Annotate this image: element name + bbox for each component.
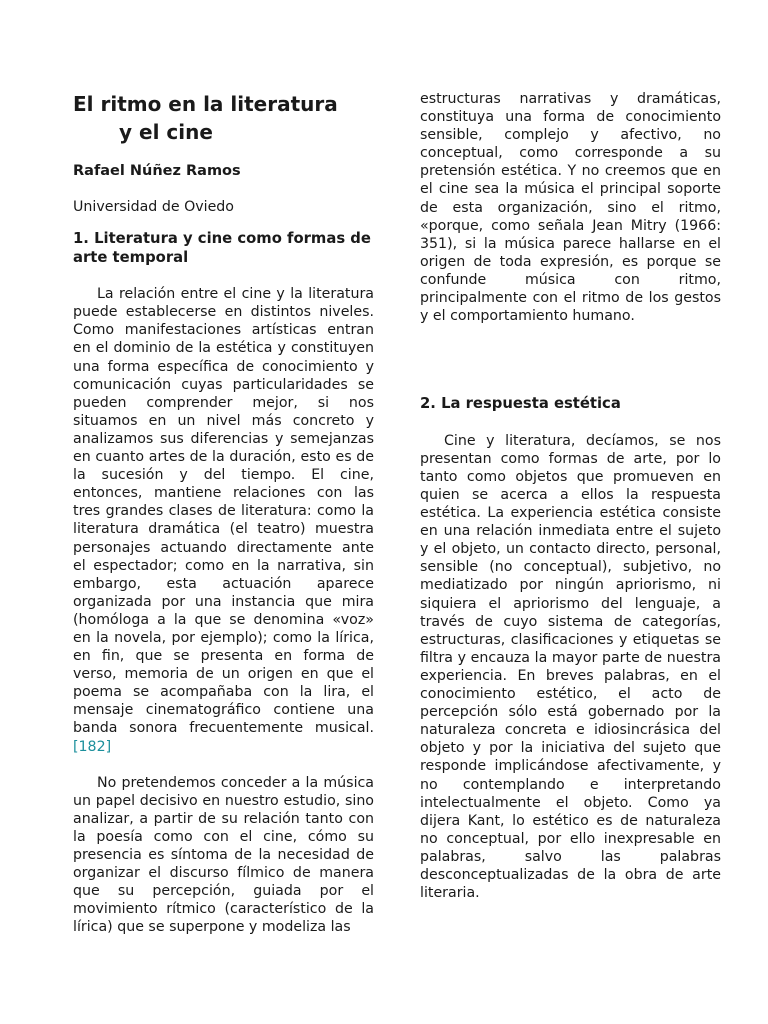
section-1-paragraph-2-continued: estructuras narrativas y dramáticas, constituya una forma de conocimiento sensible, complejo y afectivo, no conceptual, como corresponde a su pretensión estética. Y no creemos que en el cine sea la música el principal soporte de esta organización, sino el ritmo, «porque, como señala Jean Mitry (1966: 351), si la música parece hallarse en el origen de toda expresión, es porque se confunde música con ritmo, principalmente con el ritmo de los gestos y el comportamiento humano. <box>420 91 721 325</box>
section-2-heading: 2. La respuesta estética <box>420 395 621 413</box>
section-2-paragraph-1: Cine y literatura, decíamos, se nos presentan como formas de arte, por lo tanto como objetos que promueven en quien se acerca a ellos la respuesta estética. La experiencia estética consiste en una relación inmediata entre el sujeto y el objeto, un contacto directo, personal, sensible (no conceptual), subjetivo, no mediatizado por ningún apriorismo, ni siquiera el apriorismo del lenguaje, a través de cuyo sistema de categorías, estructuras, clasificaciones y etiquetas se filtra y encauza la mayor parte de nuestra experiencia. En breves palabras, en el conocimiento estético, el acto de percepción sólo está gobernado por la naturaleza concreta e idiosincrásica del objeto y por la iniciativa del sujeto que responde implicándose afectivamente, y no contemplando e interpretando intelectualmente el objeto. Como ya dijera Kant, lo estético es de naturaleza no conceptual, por ello inexpresable en palabras, salvo las palabras desconceptualizadas de la obra de arte literaria. <box>420 432 721 902</box>
section-1-paragraph-1-text: La relación entre el cine y la literatura puede establecerse en distintos niveles. Como manifestaciones artísticas entran en el dominio de la estética y constituyen una forma específica de conocimiento y comunicación cuyas particularidades se pueden comprender mejor, si nos situamos en un nivel más concreto y analizamos sus diferencias y semejanzas en cuanto artes de la duración, esto es de la sucesión y del tiempo. El cine, entonces, mantiene relaciones con las tres grandes clases de literatura: como la literatura dramática (el teatro) muestra personajes actuando directamente ante el espectador; como en la narrativa, sin embargo, esta actuación aparece organizada por una instancia que mira (homóloga a la que se denomina «voz» en la novela, por ejemplo); como la lírica, en fin, que se presenta en forma de verso, memoria de un origen en que el poema se acompañaba con la lira, el mensaje cinematográfico contiene una banda sonora frecuentemente musical. <box>73 286 374 737</box>
section-1-paragraph-2: No pretendemos conceder a la música un papel decisivo en nuestro estudio, sino analizar, a partir de su relación tanto con la poesía como con el cine, cómo su presencia es síntoma de la necesidad de organizar el discurso fílmico de manera que su percepción, guiada por el movimiento rítmico (característico de la lírica) que se superpone y modeliza las <box>73 774 374 936</box>
section-1-paragraph-1 <box>73 285 374 755</box>
right-column <box>420 90 721 902</box>
footnote-reference-link[interactable]: [182] <box>73 738 112 755</box>
left-column <box>73 90 374 936</box>
title-line-2: y el cine <box>119 120 213 144</box>
article-title <box>73 90 374 146</box>
section-1-heading: 1. Literatura y cine como formas de arte temporal <box>73 230 371 266</box>
title-line-1: El ritmo en la literatura <box>73 92 338 116</box>
author-affiliation: Universidad de Oviedo <box>73 199 234 216</box>
author-name: Rafael Núñez Ramos <box>73 163 241 179</box>
